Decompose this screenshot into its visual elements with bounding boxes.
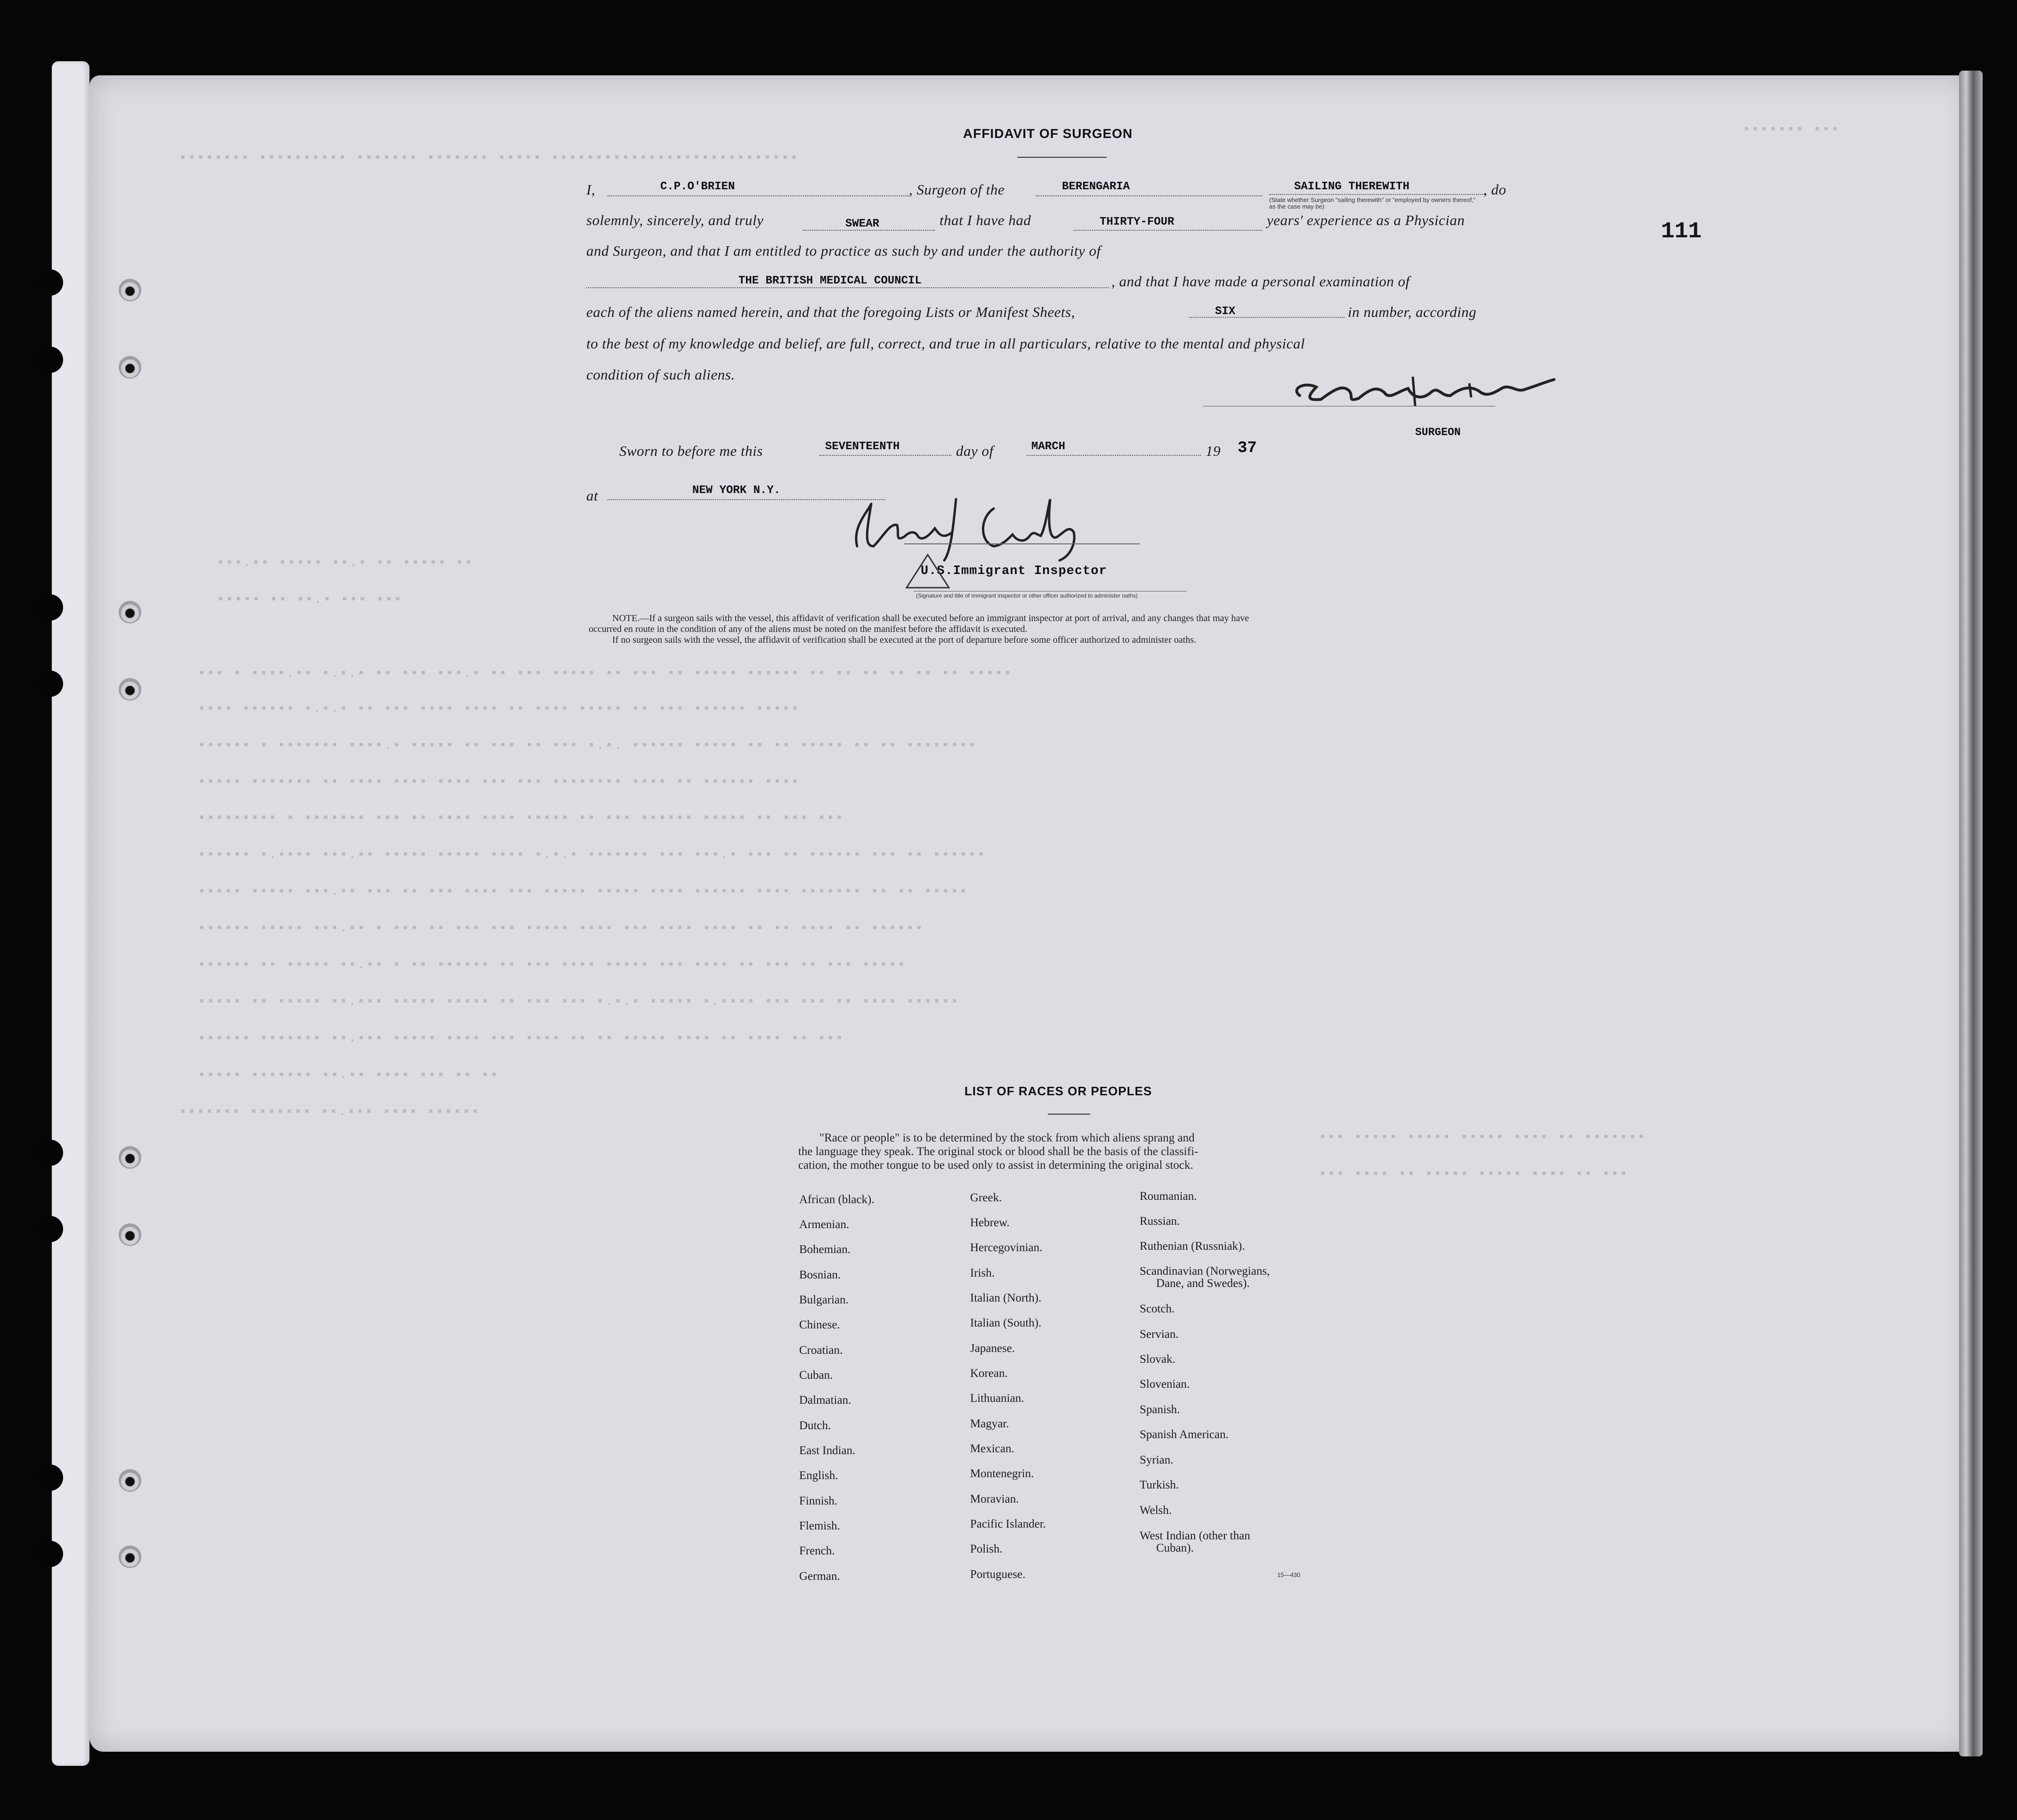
form-code: 15—430 <box>1277 1571 1301 1578</box>
year-prefix: 19 <box>1206 443 1221 459</box>
race-item: Armenian. <box>799 1218 850 1231</box>
years-line <box>1074 230 1262 231</box>
note-line-1: NOTE.—If a surgeon sails with the vessel, this affidavit of verification shall be executed before an immigrant inspector at port of arrival, and any changes that may have <box>612 613 1249 623</box>
races-intro-2: the language they speak. The original stock or blood shall be the basis of the classifi- <box>798 1145 1199 1158</box>
race-item: Ruthenian (Russniak). <box>1140 1240 1245 1253</box>
race-item: Welsh. <box>1140 1504 1172 1517</box>
reinforcement-ring <box>119 678 141 701</box>
race-item: Scotch. <box>1140 1302 1175 1315</box>
race-item: Cuban. <box>799 1369 833 1382</box>
line5-prefix: each of the aliens named herein, and that the foregoing Lists or Manifest Sheets, <box>586 304 1075 320</box>
race-item: Russian. <box>1140 1215 1180 1228</box>
line2-mid: that I have had <box>940 212 1031 228</box>
year-suffix: 37 <box>1238 439 1257 457</box>
race-item: Dane, and Swedes). <box>1156 1277 1250 1290</box>
title-underline <box>1017 157 1107 158</box>
race-item: Polish. <box>970 1543 1003 1555</box>
years-experience: THIRTY-FOUR <box>1100 216 1175 228</box>
inspector-signature <box>838 490 1149 565</box>
reinforcement-ring <box>119 601 141 623</box>
race-item: Greek. <box>970 1191 1002 1204</box>
race-item: Bosnian. <box>799 1269 841 1281</box>
race-item: Magyar. <box>970 1417 1009 1430</box>
race-item: Portuguese. <box>970 1568 1026 1581</box>
race-item: Dutch. <box>799 1419 831 1432</box>
binding-strip <box>52 61 89 1766</box>
line6: to the best of my knowledge and belief, are full, correct, and true in all particulars, relative to the mental and physical <box>586 335 1305 352</box>
surgeon-name-line <box>608 195 909 196</box>
line1-prefix: I, <box>586 181 596 198</box>
reinforcement-ring <box>119 1146 141 1169</box>
page-stack-edge <box>1959 71 1983 1756</box>
authority: THE BRITISH MEDICAL COUNCIL <box>738 275 922 287</box>
race-item: Scandinavian (Norwegians, <box>1140 1265 1270 1278</box>
day-of: day of <box>956 443 994 459</box>
race-item: Spanish. <box>1140 1403 1180 1416</box>
race-item: Irish. <box>970 1267 995 1279</box>
line2-prefix: solemnly, sincerely, and truly <box>586 212 764 228</box>
sailing-note: (State whether Surgeon "sailing therewith" or "employed by owners thereof," as the case may be) <box>1269 196 1476 210</box>
page-number: 111 <box>1661 219 1702 244</box>
race-item: Chinese. <box>799 1318 840 1331</box>
race-item: Flemish. <box>799 1520 840 1532</box>
races-title: LIST OF RACES OR PEOPLES <box>964 1084 1152 1098</box>
vessel-name: BERENGARIA <box>1062 180 1130 193</box>
race-item: Bulgarian. <box>799 1294 849 1306</box>
race-item: French. <box>799 1545 835 1557</box>
race-item: East Indian. <box>799 1444 856 1457</box>
manifest-page <box>89 75 1968 1752</box>
reinforcement-ring <box>119 1223 141 1246</box>
race-item: Italian (South). <box>970 1317 1042 1329</box>
race-item: Lithuanian. <box>970 1392 1024 1405</box>
binder-hole <box>37 269 63 296</box>
race-item: Turkish. <box>1140 1479 1179 1491</box>
race-item: Montenegrin. <box>970 1467 1034 1480</box>
binder-hole <box>37 1140 63 1166</box>
at-prefix: at <box>586 487 599 504</box>
race-item: Slovenian. <box>1140 1378 1190 1391</box>
affidavit-title: AFFIDAVIT OF SURGEON <box>963 126 1133 141</box>
reinforcement-ring <box>119 1469 141 1492</box>
sheet-count: SIX <box>1215 305 1236 318</box>
inspector-stamp-triangle <box>902 551 954 593</box>
note-line-3: If no surgeon sails with the vessel, the affidavit of verification shall be executed at the port of departure before some officer authorized to administer oaths. <box>612 635 1197 645</box>
surgeon-name: C.P.O'BRIEN <box>660 180 735 193</box>
race-item: Japanese. <box>970 1342 1015 1355</box>
inspector-title: U.S.Immigrant Inspector <box>921 564 1107 578</box>
oath-line <box>803 230 935 231</box>
race-item: Croatian. <box>799 1344 843 1357</box>
race-item: Roumanian. <box>1140 1190 1197 1203</box>
surgeon-signature <box>1272 363 1573 414</box>
line3: and Surgeon, and that I am entitled to practice as such by and under the authority of <box>586 243 1101 259</box>
race-item: Cuban). <box>1156 1542 1194 1554</box>
binder-hole <box>37 1216 63 1242</box>
sworn-prefix: Sworn to before me this <box>619 443 763 459</box>
race-item: Finnish. <box>799 1495 838 1507</box>
race-item: Syrian. <box>1140 1454 1174 1466</box>
authority-line <box>586 287 1109 288</box>
race-item: Hercegovinian. <box>970 1241 1043 1254</box>
reinforcement-ring <box>119 356 141 379</box>
race-item: Korean. <box>970 1367 1008 1380</box>
sailing-line <box>1269 194 1486 195</box>
race-item: West Indian (other than <box>1140 1529 1250 1542</box>
binder-hole <box>37 1464 63 1491</box>
line5-end: in number, according <box>1348 304 1477 320</box>
sworn-day: SEVENTEENTH <box>825 440 900 453</box>
line1-end: , do <box>1483 181 1507 198</box>
sailing-status: SAILING THEREWITH <box>1294 180 1409 193</box>
race-item: Moravian. <box>970 1493 1019 1505</box>
binder-hole <box>37 347 63 373</box>
day-line <box>819 455 951 456</box>
race-item: Servian. <box>1140 1328 1179 1341</box>
races-intro-3: cation, the mother tongue to be used only to assist in determining the original stock. <box>798 1159 1193 1172</box>
oath-word: SWEAR <box>845 218 880 230</box>
line7: condition of such aliens. <box>586 366 735 383</box>
race-item: English. <box>799 1469 838 1482</box>
race-item: Dalmatian. <box>799 1394 851 1407</box>
surgeon-label: SURGEON <box>1415 426 1461 438</box>
race-item: Mexican. <box>970 1442 1014 1455</box>
races-title-underline <box>1048 1114 1090 1115</box>
race-item: Hebrew. <box>970 1216 1010 1229</box>
binder-hole <box>37 671 63 697</box>
vessel-line <box>1036 195 1262 196</box>
binder-hole <box>37 1541 63 1567</box>
sheets-line <box>1189 317 1345 318</box>
inspector-caption: (Signature and title of immigrant inspector or other officer authorized to administer oaths) <box>916 592 1138 599</box>
race-item: Bohemian. <box>799 1243 851 1256</box>
line4-end: , and that I have made a personal examination of <box>1111 273 1410 290</box>
binder-hole <box>37 594 63 621</box>
sworn-month: MARCH <box>1031 440 1066 453</box>
line1-mid: , Surgeon of the <box>909 181 1005 198</box>
reinforcement-ring <box>119 279 141 301</box>
race-item: Slovak. <box>1140 1353 1175 1366</box>
line2-end: years' experience as a Physician <box>1267 212 1465 228</box>
race-item: Pacific Islander. <box>970 1518 1046 1530</box>
month-line <box>1027 455 1201 456</box>
races-intro-1: "Race or people" is to be determined by the stock from which aliens sprang and <box>819 1132 1195 1144</box>
race-item: African (black). <box>799 1193 875 1206</box>
reinforcement-ring <box>119 1545 141 1568</box>
sworn-place: NEW YORK N.Y. <box>692 484 781 497</box>
note-line-2: occurred en route in the condition of any of the aliens must be noted on the manifest before the affidavit is executed. <box>589 624 1028 634</box>
race-item: Italian (North). <box>970 1292 1042 1304</box>
race-item: Spanish American. <box>1140 1428 1229 1441</box>
race-item: German. <box>799 1570 840 1583</box>
